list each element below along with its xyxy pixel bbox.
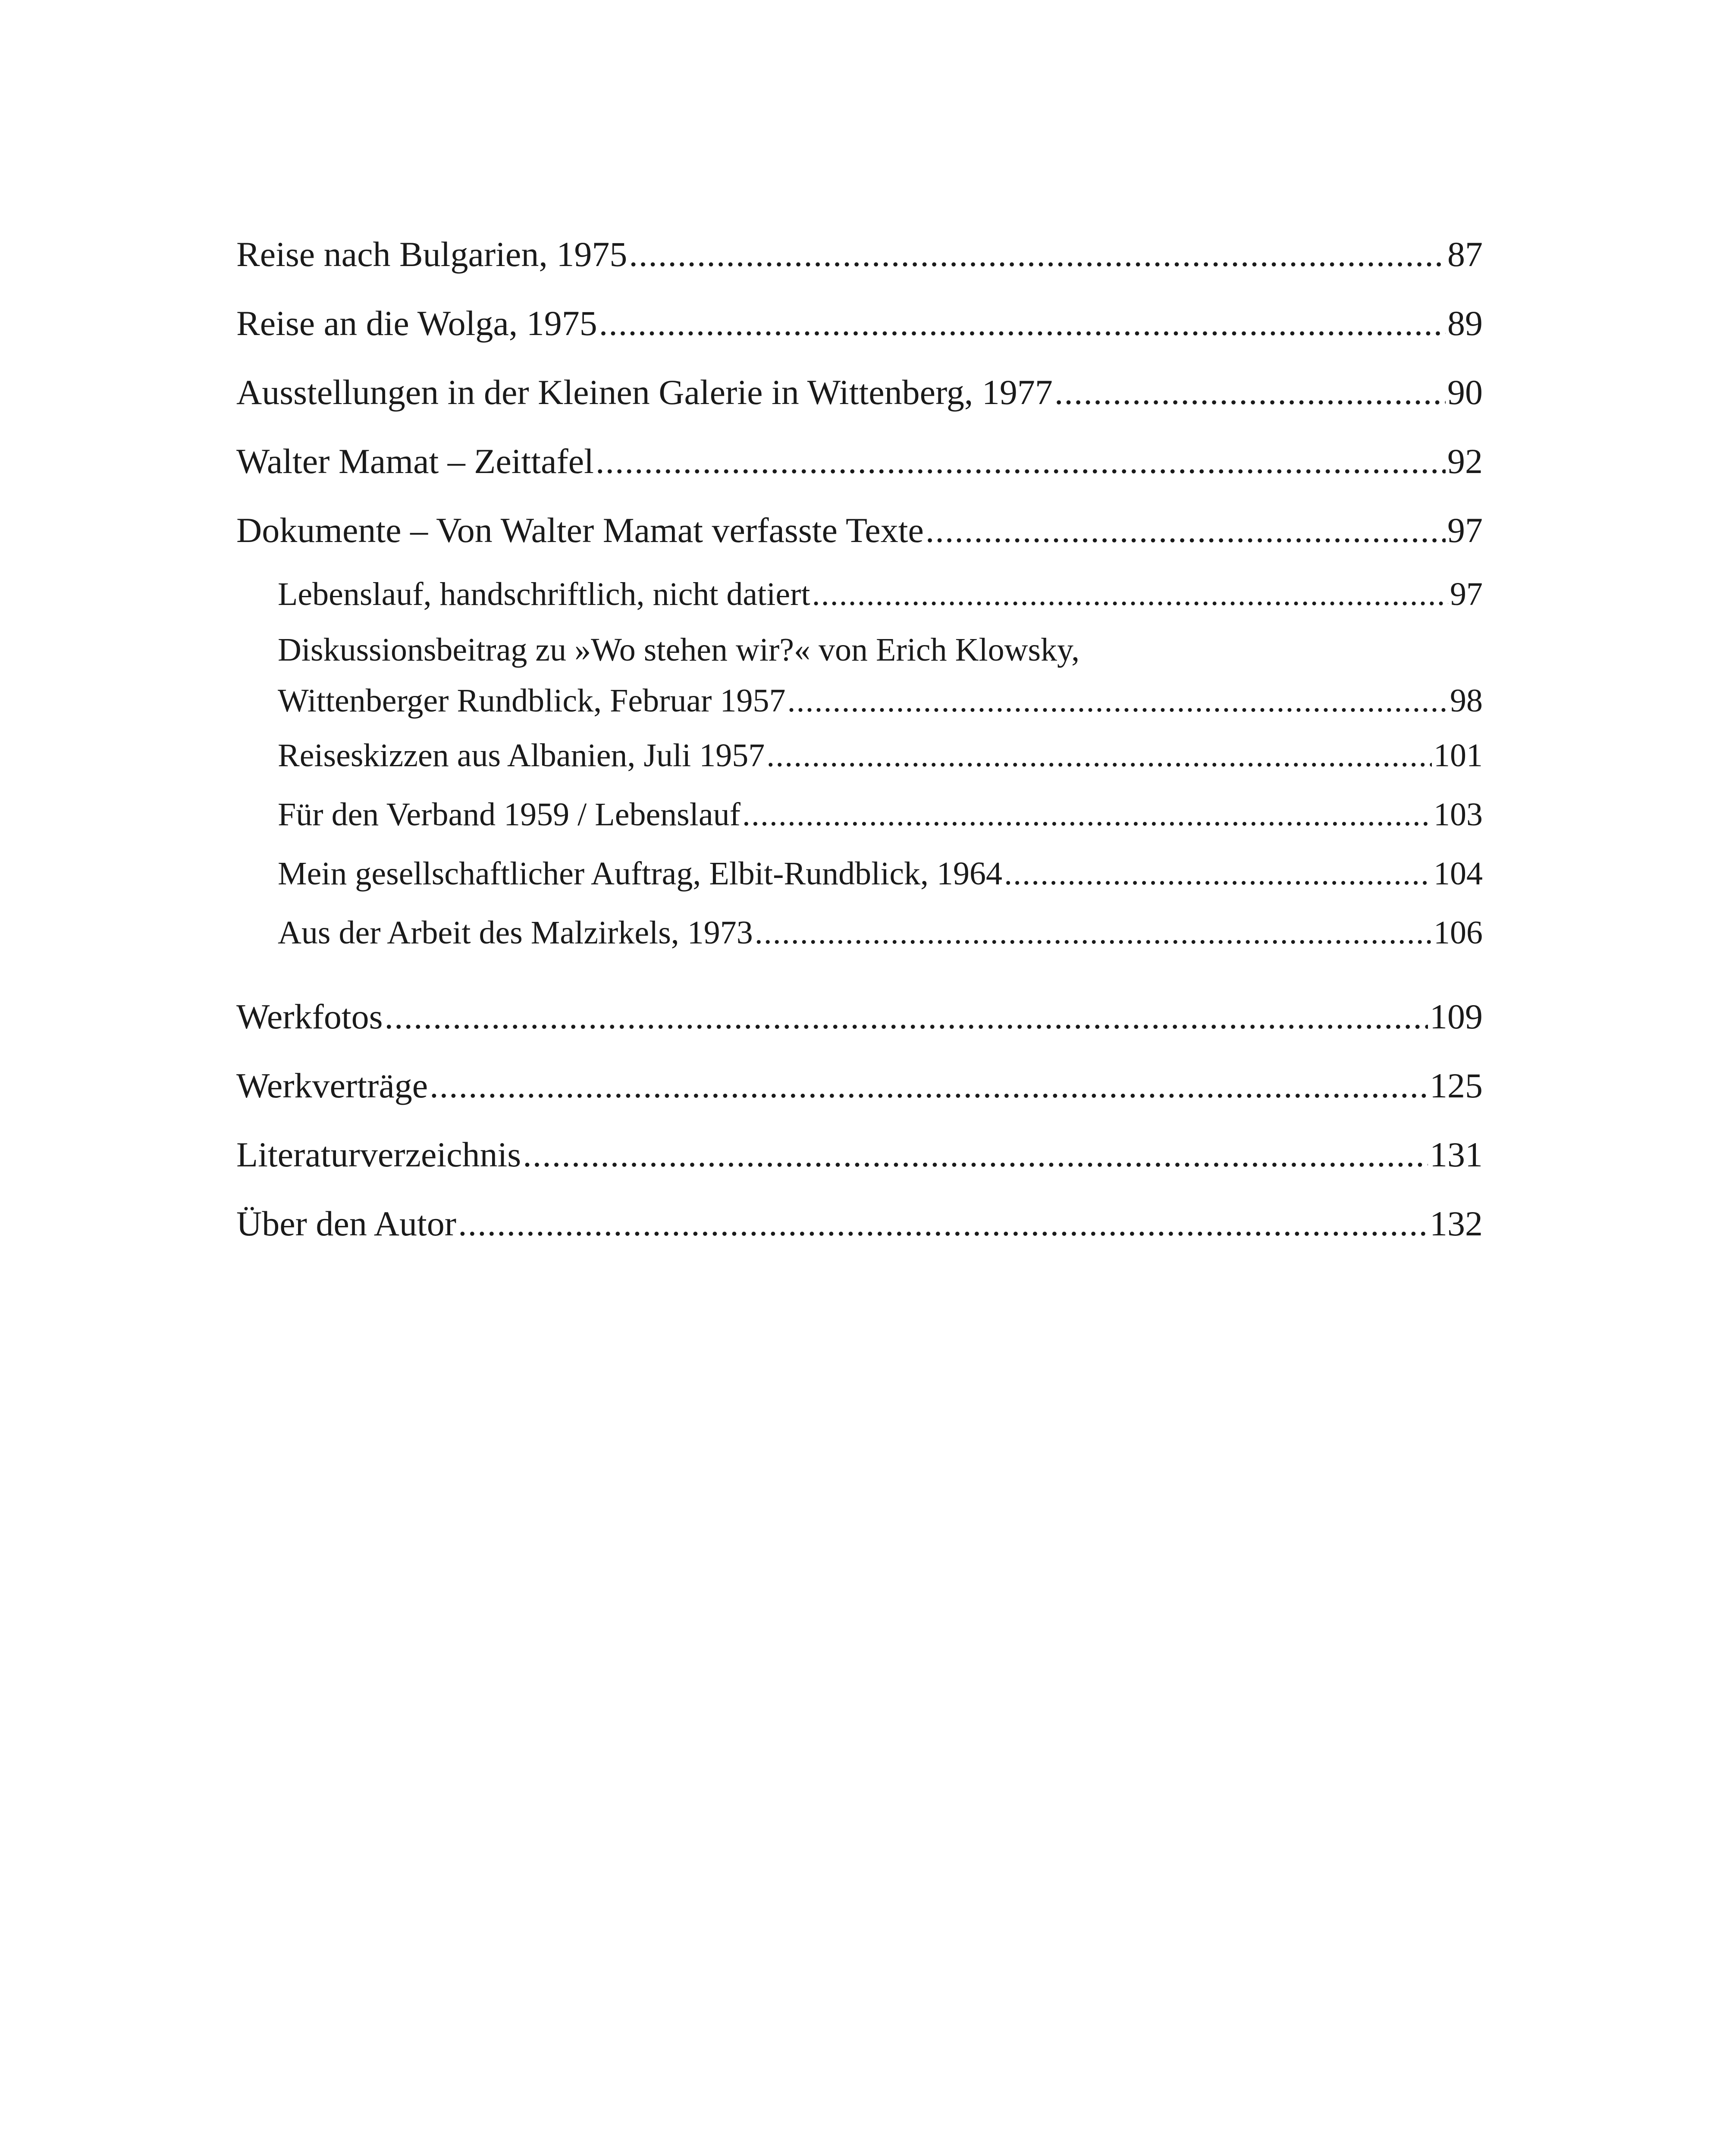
dot-leader (812, 565, 1448, 624)
section-spacer (236, 962, 1483, 982)
dot-leader (430, 1051, 1428, 1120)
toc-entry-page: 101 (1434, 737, 1483, 774)
toc-entry-zeittafel (236, 427, 1483, 496)
toc-entry-werkfotos (236, 982, 1483, 1051)
dot-leader (926, 496, 1446, 565)
dot-leader (385, 982, 1428, 1051)
toc-entry-title: Reiseskizzen aus Albanien, Juli 1957 (278, 737, 765, 774)
toc-entry-title: Mein gesellschaftlicher Auftrag, Elbit-Rundblick, 1964 (278, 856, 1003, 892)
toc-entry-page: 132 (1430, 1204, 1483, 1243)
toc-entry-title: Reise nach Bulgarien, 1975 (236, 235, 628, 274)
dot-leader (599, 289, 1446, 358)
toc-entry-page: 131 (1430, 1135, 1483, 1174)
toc-subentry-auftrag (236, 844, 1483, 903)
dot-leader (629, 220, 1446, 289)
dot-leader (1004, 844, 1432, 903)
toc-entry-bulgarien (236, 220, 1483, 289)
toc-entry-werkvertraege (236, 1051, 1483, 1120)
toc-subentry-lebenslauf (236, 565, 1483, 624)
toc-entry-page: 98 (1450, 683, 1483, 719)
toc-entry-title: Ausstellungen in der Kleinen Galerie in Wittenberg, 1977 (236, 373, 1053, 412)
toc-subentry-verband (236, 785, 1483, 844)
toc-entry-title: Werkverträge (236, 1066, 428, 1105)
table-of-contents (236, 220, 1483, 1258)
toc-entry-page: 125 (1430, 1066, 1483, 1105)
toc-entry-title: Reise an die Wolga, 1975 (236, 304, 597, 343)
dot-leader (458, 1189, 1428, 1258)
toc-entry-title: Über den Autor (236, 1204, 457, 1243)
dot-leader (755, 903, 1432, 962)
toc-entry-page: 97 (1447, 511, 1483, 550)
toc-entry-title: Lebenslauf, handschriftlich, nicht datiert (278, 576, 810, 612)
toc-entry-title: Walter Mamat – Zeittafel (236, 442, 594, 481)
toc-entry-title: Dokumente – Von Walter Mamat verfasste Texte (236, 511, 924, 550)
dot-leader (1054, 358, 1446, 427)
toc-entry-page: 104 (1434, 856, 1483, 892)
toc-entry-literaturverzeichnis (236, 1120, 1483, 1189)
toc-entry-dokumente (236, 496, 1483, 565)
toc-subentry-diskussionsbeitrag (236, 624, 1483, 726)
toc-subentry-malzirkel (236, 903, 1483, 962)
toc-entry-page: 87 (1447, 235, 1483, 274)
toc-entry-title-line2: Wittenberger Rundblick, Februar 1957 (278, 683, 786, 719)
toc-entry-page: 97 (1450, 576, 1483, 612)
dot-leader (596, 427, 1446, 496)
toc-entry-ueber-den-autor (236, 1189, 1483, 1258)
toc-entry-title-line1: Diskussionsbeitrag zu »Wo stehen wir?« von Erich Klowsky, (278, 632, 1080, 668)
toc-entry-ausstellungen (236, 358, 1483, 427)
toc-entry-page: 103 (1434, 796, 1483, 833)
dot-leader (766, 726, 1432, 785)
toc-entry-page: 90 (1447, 373, 1483, 412)
toc-entry-page: 92 (1447, 442, 1483, 481)
toc-entry-title: Werkfotos (236, 997, 383, 1036)
dot-leader (523, 1120, 1428, 1189)
toc-entry-page: 106 (1434, 915, 1483, 951)
toc-entry-title: Aus der Arbeit des Malzirkels, 1973 (278, 915, 753, 951)
toc-entry-page: 89 (1447, 304, 1483, 343)
toc-entry-title: Literaturverzeichnis (236, 1135, 521, 1174)
dot-leader (742, 785, 1432, 844)
toc-entry-title: Für den Verband 1959 / Lebenslauf (278, 796, 740, 833)
toc-entry-page: 109 (1430, 997, 1483, 1036)
toc-entry-wolga (236, 289, 1483, 358)
toc-subentry-albanien (236, 726, 1483, 785)
dot-leader (787, 676, 1448, 726)
